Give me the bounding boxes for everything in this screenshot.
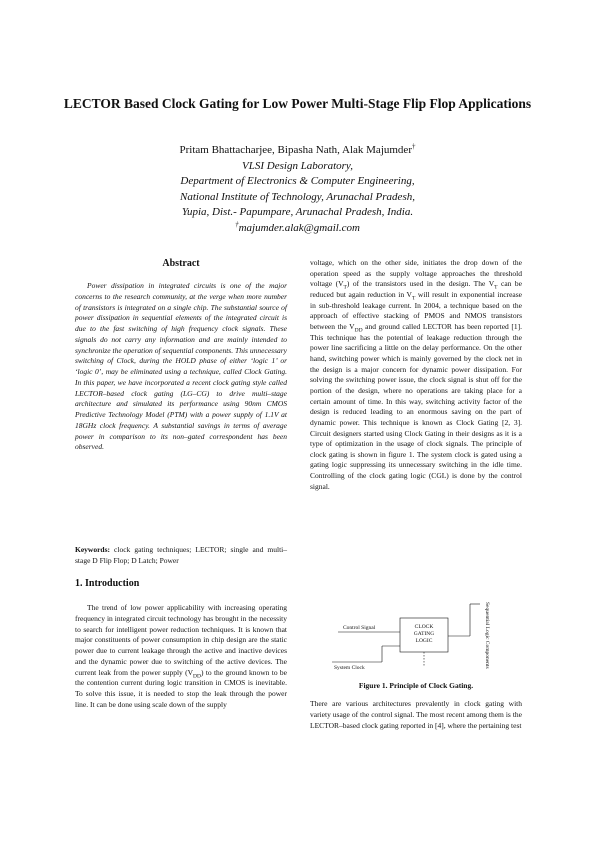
sequential-logic-label: Sequential Logic Components [484,602,490,669]
right-column-paragraph-2: There are various architectures prevalently in clock gating with variety usage of the control signal. The most recent among them is the LECTOR–based clock gating reported in [4], where the pertaining test [310,699,522,730]
keywords-label: Keywords: [75,545,110,554]
keywords [75,545,287,566]
block-label: GATING [413,631,435,637]
affiliation-line: Department of Electronics & Computer Engineering, [180,175,415,187]
abstract-text: Power dissipation in integrated circuits is one of the major concerns to the research community, at the verge when more number of transistors is integrated on a single chip. The substantial source of power dissipation in sequential elements of the integrated circuit is due to the fast switching of high frequency clock signals. These signals do not carry any information and are mainly intended to synchronize the operation of sequential components. This unnecessary switching of Clock, during the HOLD phase of either ‘logic 1’ or ‘logic 0’, may be eliminated using a technique, called Clock Gating. In this paper, we have incorporated a recent clock gating style called LECTOR–based clock gating (LG–CG) to drive multi–stage architecture and simulated its performance using 90nm CMOS Predictive Technology Model (PTM) with a power supply of 1.1V at 18GHz clock frequency. A substantial savings in terms of average power in comparison to its non–gated correspondent has been observed. [75,281,287,452]
section-heading-introduction: 1. Introduction [75,578,140,589]
affiliation-line: National Institute of Technology, Arunachal Pradesh, [180,190,415,203]
abstract-heading: Abstract [162,258,200,269]
control-signal-label: Control Signal [343,625,376,631]
dagger-mark: † [411,142,416,151]
dagger-mark: † [235,219,239,228]
paper-title: LECTOR Based Clock Gating for Low Power Multi-Stage Flip Flop Applications [63,96,532,111]
affiliation-line: VLSI Design Laboratory, [242,159,353,172]
clock-gating-diagram [330,596,500,676]
author-names: Pritam Bhattacharjee, Bipasha Nath, Alak Majumder† [179,142,416,156]
keywords-text: clock gating techniques; LECTOR; single and multi–stage D Flip Flop; D Latch; Power [75,545,287,565]
system-clock-label: System Clock [334,665,365,671]
figure-caption: Figure 1. Principle of Clock Gating. [358,681,474,690]
author-email: †majumder.alak@gmail.com [235,219,360,234]
block-label: LOGIC [415,638,433,644]
author-block [60,143,535,236]
intro-paragraph: The trend of low power applicability with increasing operating frequency in integrated circuit technology has brought in the necessity to search for intelligent power reduction techniques. It is known that major constituents of power consumption in chip design are the static power due to current leakage through the active and inactive devices and the dynamic power due to switching of the active devices. The current leak from the power supply $(V_{DD})$ to the ground known to be the contention current during logic transition in CMOS is inevitable. To solve this issue, it is needed to stop the leak through the power line. It can be done using scale down of the supply [75,603,287,709]
affiliation-line: Yupia, Dist.- Papumpare, Arunachal Pradesh, India. [181,206,414,218]
right-column-paragraph: voltage, which on the other side, initiates the drop down of the operation speed as the supply voltage approaches the threshold voltage $(V_T)$ of the transistors used in the design. The $V_T$ can be reduced but again reduction in $V_T$ will result in exponential increase in sub-threshold leakage current. In 2004, a technique based on the approach of effective stacking of PMOS and NMOS transistors between the $V_{DD}$ and ground called LECTOR has been reported [1]. This technique has the potential of leakage reduction through the power line sacrificing a little on the delay performance. On the other hand, switching power which is mainly governed by the clock net in the design is a major concern for dynamic power dissipation. For solving the switching power issue, the clock signal is shut off for the portion of the design, where no operations are taking place for a certain amount of time. In this way, switching activity factor of the design is reduced leading to an enormous saving on the part of dynamic power. This technique is known as Clock Gating [2, 3]. Circuit designers started using Clock Gating in their designs as it is a type of optimization in the usage of clock signals. The principle of clock gating is shown in figure 1. The system clock is gated using a gating logic suppressing its unnecessary switching in the idle time. Controlling of the clock gating logic (CGL) is done by the control signal. [310,258,522,491]
block-label: CLOCK [414,624,434,630]
